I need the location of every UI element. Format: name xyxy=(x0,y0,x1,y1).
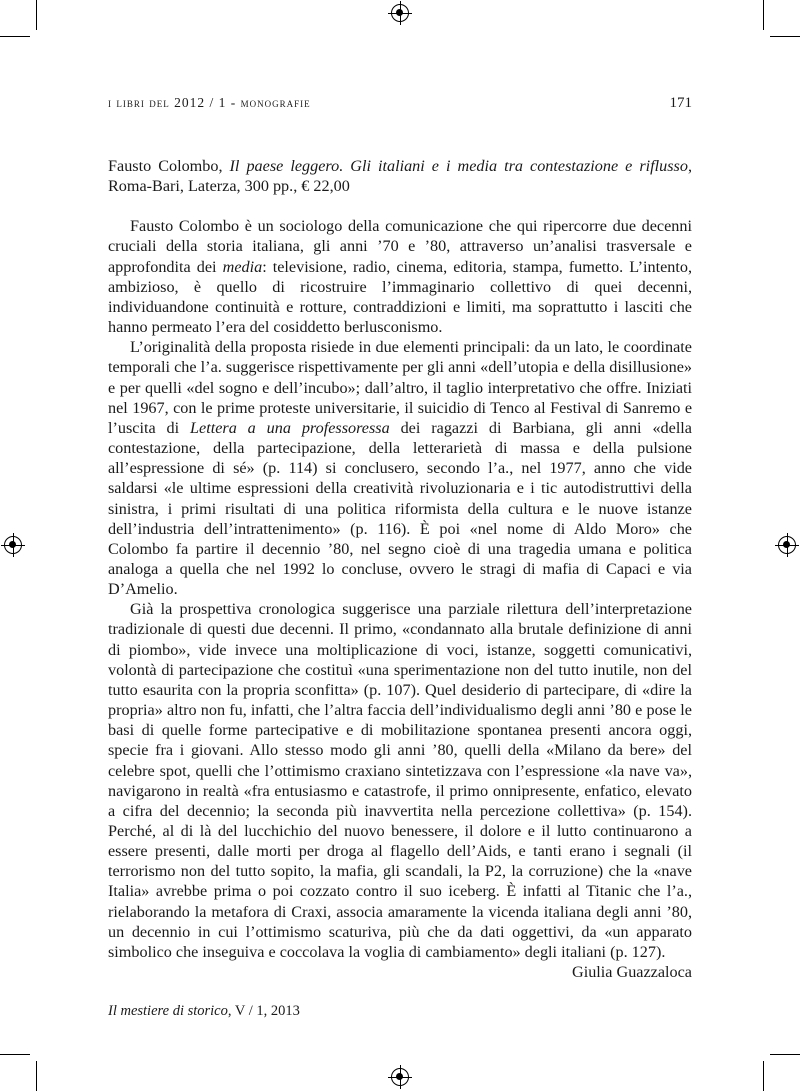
paragraph-text: : televisione, radio, cinema, editoria, stampa, fumetto. L’intento, ambizioso, è quello di ricostruire l’immaginario collettivo di quei decenni, individuandone continuità e rotture, contraddizioni e limiti, ma soprattutto i lasciti che hanno permeato l’era del cosiddetto berlusconismo. xyxy=(108,257,692,337)
paragraph-emphasis: media xyxy=(222,257,263,276)
crop-mark xyxy=(763,0,764,30)
paragraph xyxy=(108,216,692,337)
registration-mark-icon xyxy=(778,536,796,554)
citation-publisher: , Roma-Bari, Laterza, 300 pp., € 22,00 xyxy=(108,157,692,196)
registration-mark-icon xyxy=(391,1068,409,1086)
reviewer-name: Giulia Guazzaloca xyxy=(572,963,692,982)
paragraph: Già la prospettiva cronologica suggerisce una parziale rilettura dell’interpretazione tradizionale di questi due decenni. Il primo, «condannato alla brutale definizione di anni di piombo», vide invece una moltiplicazione di voci, istanze, soggetti comunicativi, volontà di partecipazione che costituì «una sperimentazione non del tutto inutile, non del tutto esaurita con la propria sconfitta» (p. 107). Quel desiderio di partecipare, di «dire la propria» altro non fu, infatti, che l’altra faccia dell’individualismo degli anni ’80 e pose le basi di quelle forme partecipative e di mobilitazione spontanea presenti ancora oggi, specie fra i giovani. Allo stesso modo gli anni ’80, quelli della «Milano da bere» del celebre spot, quelli che l’ottimismo craxiano sintetizzava con l’espressione «la nave va», navigarono in realtà «fra entusiasmo e catastrofe, il primo onnipresente, enfatico, elevato a cifra del decennio; la seconda più inavvertita nella percezione collettiva» (p. 154). Perché, al di là del lucchichio del nuovo benessere, il dolore e il lutto continuarono a essere presenti, dalle morti per droga al flagello dell’Aids, e tanti erano i segnali (il terrorismo non del tutto sopito, la mafia, gli scandali, la P2, la corruzione) che la «nave Italia» avrebbe prima o poi cozzato contro il suo iceberg. È infatti al Titanic che l’a., rielaborando la metafora di Craxi, associa amaramente la vicenda italiana degli anni ’80, un decennio in cui l’ottimismo scaturiva, più che da dati oggettivi, da «un apparato simbolico che inseguiva e coccolava la voglia di cambiamento» degli italiani (p. 127). xyxy=(108,600,692,961)
crop-mark xyxy=(770,36,800,37)
page-footer xyxy=(108,1003,300,1020)
book-citation xyxy=(108,156,692,196)
paragraph-text: dei ragazzi di Barbiana, gli anni «della contestazione, della partecipazione, della letterarietà di massa e della pulsione all’espressione di sé» (p. 114) si conclusero, secondo l’a., nel 1977, anno che vide saldarsi «le ultime espressioni della creatività rivoluzionaria e i tic autodistruttivi della sinistra, i primi risultati di una politica riformista della cultura e le nuove istanze dell’industria dell’intrattenimento» (p. 116). È poi «nel nome di Aldo Moro» che Colombo fa partire il decennio ’80, nel segno cioè di una tragedia umana e politica analoga a quella che nel 1992 lo concluse, ovvero le stragi di mafia di Capaci e via D’Amelio. xyxy=(108,418,692,599)
page-number: 171 xyxy=(669,95,692,111)
crop-mark xyxy=(763,1061,764,1091)
registration-mark-icon xyxy=(4,536,22,554)
crop-mark xyxy=(36,1061,37,1091)
journal-issue: , V / 1, 2013 xyxy=(227,1003,300,1019)
paragraph-text: Fausto Colombo è un sociologo della comunicazione che qui ripercorre due decenni cruciali della storia italiana, gli anni ’70 e ’80, attraverso un’analisi trasversale e approfondita dei xyxy=(108,217,692,276)
crop-mark xyxy=(0,1054,30,1055)
review-body xyxy=(108,156,692,982)
citation-title: Il paese leggero. Gli italiani e i media tra contestazione e riflusso xyxy=(229,157,688,175)
running-title: i libri del 2012 / 1 - monografie xyxy=(108,95,311,110)
registration-mark-icon xyxy=(391,4,409,22)
crop-mark xyxy=(36,0,37,30)
paragraph-emphasis: Lettera a una professoressa xyxy=(190,418,390,437)
paragraph xyxy=(108,337,692,599)
journal-title: Il mestiere di storico xyxy=(108,1003,228,1019)
crop-mark xyxy=(0,36,30,37)
citation-author: Fausto Colombo, xyxy=(108,157,230,175)
running-header xyxy=(108,95,692,111)
crop-mark xyxy=(770,1054,800,1055)
paragraph-text: L’originalità della proposta risiede in due elementi principali: da un lato, le coordinate temporali che l’a. suggerisce rispettivamente per gli anni «dell’utopia e della disillusione» e per quelli «del sogno e dell’incubo»; dall’altro, il taglio interpretativo che offre. Iniziati nel 1967, con le prime proteste universitarie, il suicidio di Tenco al Festival di Sanremo e l’uscita di xyxy=(108,338,692,437)
